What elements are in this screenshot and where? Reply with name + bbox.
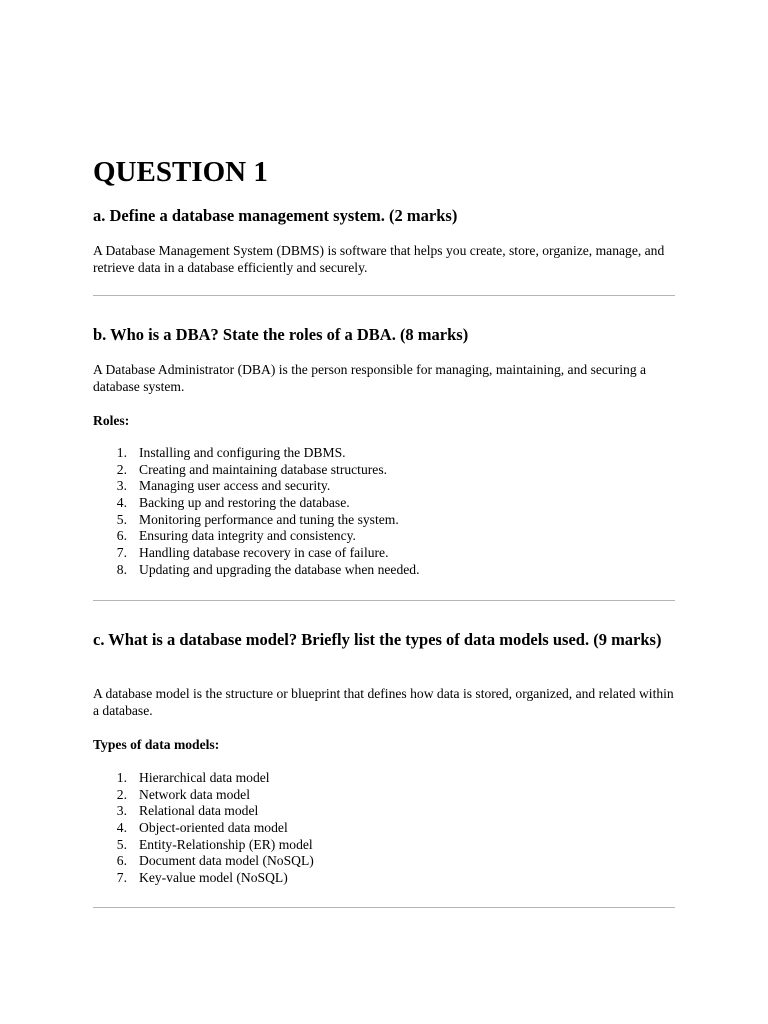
data-models-label: Types of data models: (93, 737, 220, 752)
list-number: 4. (116, 495, 127, 511)
list-number: 6. (116, 853, 127, 869)
list-number: 6. (116, 528, 127, 544)
list-item-text: Relational data model (139, 803, 259, 819)
section-b-heading: b. Who is a DBA? State the roles of a DBA. (8 marks) (93, 325, 469, 344)
list-item-text: Installing and configuring the DBMS. (139, 445, 346, 460)
list-item-text: Monitoring performance and tuning the system. (139, 511, 399, 527)
list-item-text: Managing user access and security. (139, 478, 331, 494)
section-divider (93, 907, 675, 908)
section-c-paragraph: A database model is the structure or blueprint that defines how data is stored, organized, and related within a database. (93, 686, 674, 718)
section-a-paragraph: A Database Management System (DBMS) is software that helps you create, store, organize, manage, and retrieve data in a database efficiently and securely. (93, 243, 665, 275)
list-item-text: Backing up and restoring the database. (139, 495, 350, 511)
list-item-text: Ensuring data integrity and consistency. (139, 528, 356, 544)
list-number: 5. (116, 511, 127, 527)
list-item-text: Object-oriented data model (139, 820, 288, 836)
list-number: 7. (116, 870, 127, 886)
section-b-paragraph: A Database Administrator (DBA) is the person responsible for managing, maintaining, and securing a database system. (93, 362, 647, 394)
list-number: 8. (116, 561, 127, 577)
list-item-text: Network data model (139, 786, 250, 802)
section-divider (93, 600, 675, 601)
list-item-text: Creating and maintaining database structures. (139, 461, 388, 477)
list-item-text: Key-value model (NoSQL) (139, 870, 288, 886)
list-number: 7. (116, 545, 127, 561)
list-number: 3. (116, 803, 127, 819)
list-number: 2. (116, 786, 127, 802)
list-number: 2. (116, 461, 127, 477)
list-item-text: Updating and upgrading the database when needed. (139, 561, 420, 577)
list-item-text: Entity-Relationship (ER) model (139, 836, 313, 852)
section-divider (93, 295, 675, 296)
list-number: 5. (116, 836, 127, 852)
section-c-heading: c. What is a database model? Briefly list the types of data models used. (9 marks) (93, 630, 662, 649)
roles-label: Roles: (93, 413, 130, 428)
list-number: 3. (116, 478, 127, 494)
section-a-heading: a. Define a database management system. (2 marks) (93, 206, 458, 225)
list-number: 4. (116, 820, 127, 836)
list-item-text: Hierarchical data model (139, 770, 270, 785)
list-item-text: Document data model (NoSQL) (139, 853, 314, 869)
page-title: QUESTION 1 (93, 156, 268, 188)
list-item-text: Handling database recovery in case of failure. (139, 545, 389, 561)
list-number: 1. (116, 445, 127, 460)
list-number: 1. (116, 770, 127, 785)
